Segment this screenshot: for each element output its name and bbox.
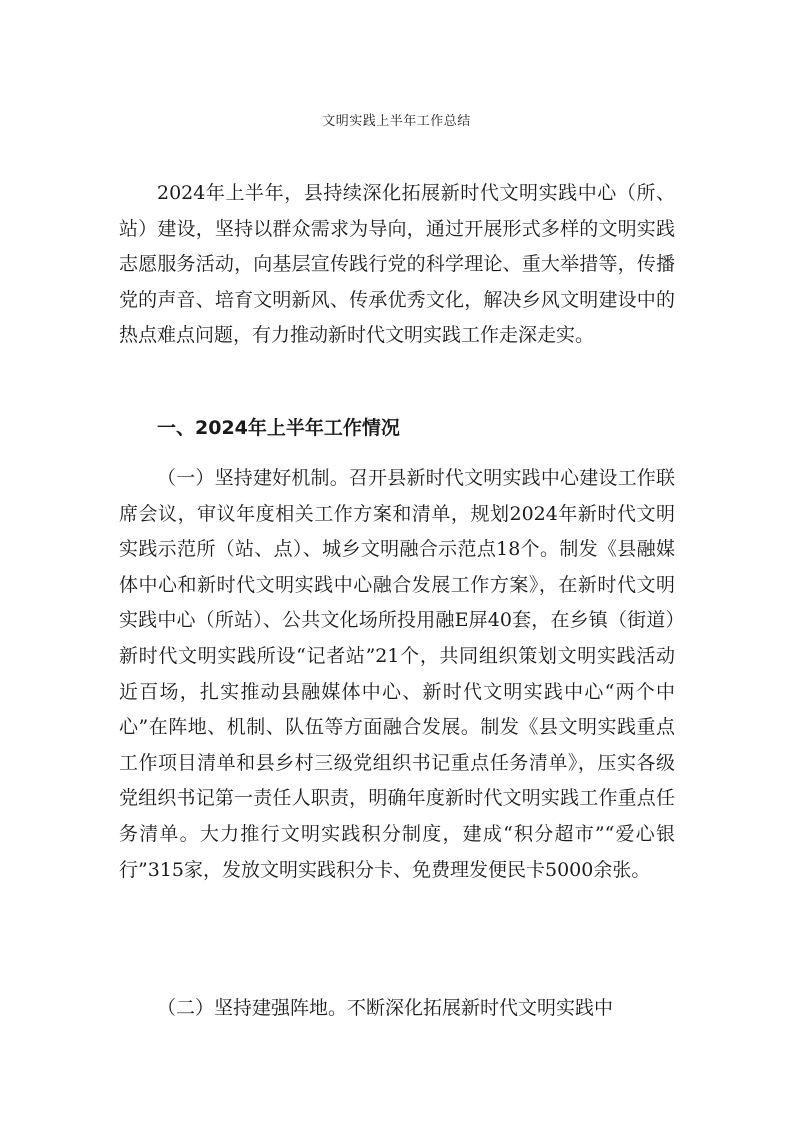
body-paragraph-positions: （二）坚持建强阵地。不断深化拓展新时代文明实践中 [157, 997, 614, 1019]
body-paragraph-mechanism: （一）坚持建好机制。召开县新时代文明实践中心建设工作联席会议，审议年度相关工作方案和清单，规划2024年新时代文明实践示范所（站、点）、城乡文明融合示范点18个。制发《县融媒体中心和新时代文明实践中心融合发展工作方案》，在新时代文明实践中心（所站）、公共文化场所投用融E屏40套，在乡镇（街道）新时代文明实践所设“记者站”21个，共同组织策划文明实践活动近百场，扎实推动县融媒体中心、新时代文明实践中心“两个中心”在阵地、机制、队伍等方面融合发展。制发《县文明实践重点工作项目清单和县乡村三级党组织书记重点任务清单》，压实各级党组织书记第一责任人职责，明确年度新时代文明实践工作重点任务清单。大力推行文明实践积分制度，建成“积分超市”“爱心银行”315家，发放文明实践积分卡、免费理发便民卡5000余张。 [119, 467, 675, 881]
document-title: 文明实践上半年工作总结 [322, 114, 471, 129]
intro-paragraph: 2024年上半年，县持续深化拓展新时代文明实践中心（所、站）建设，坚持以群众需求为导向，通过开展形式多样的文明实践志愿服务活动，向基层宣传践行党的科学理论、重大举措等，传播党的声音、培育文明新风、传承优秀文化，解决乡风文明建设中的热点难点问题，有力推动新时代文明实践工作走深走实。 [119, 182, 675, 347]
section-heading: 一、2024年上半年工作情况 [157, 417, 400, 439]
